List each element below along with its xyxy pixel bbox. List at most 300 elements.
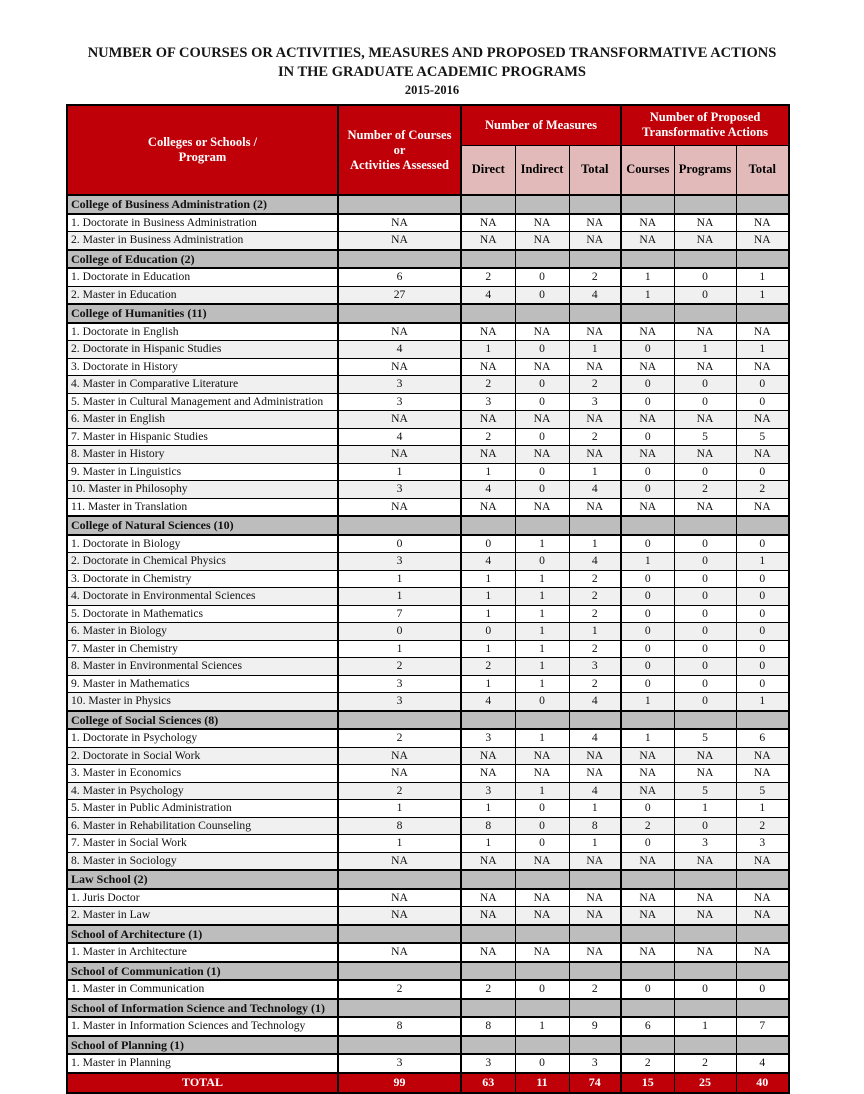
value-cell: 5 — [674, 729, 736, 747]
value-cell: 8 — [338, 1017, 461, 1036]
value-cell: NA — [736, 498, 789, 516]
section-empty-cell — [338, 250, 461, 269]
value-cell: 0 — [674, 286, 736, 304]
value-cell: 0 — [621, 675, 674, 693]
value-cell: 3 — [338, 675, 461, 693]
title-line-3: 2015-2016 — [404, 83, 460, 97]
value-cell: 3 — [461, 393, 515, 411]
value-cell: NA — [674, 214, 736, 232]
value-cell: NA — [515, 411, 569, 429]
value-cell: NA — [461, 765, 515, 783]
value-cell: 3 — [569, 658, 621, 676]
value-cell: NA — [674, 747, 736, 765]
value-cell: NA — [674, 411, 736, 429]
program-name-cell: 5. Doctorate in Mathematics — [67, 605, 338, 623]
value-cell: 2 — [569, 675, 621, 693]
section-empty-cell — [569, 999, 621, 1018]
value-cell: NA — [674, 889, 736, 907]
value-cell: 1 — [515, 658, 569, 676]
value-cell: 0 — [621, 481, 674, 499]
value-cell: 2 — [674, 1054, 736, 1073]
section-empty-cell — [736, 250, 789, 269]
value-cell: 1 — [736, 341, 789, 359]
value-cell: 0 — [515, 268, 569, 286]
total-label-cell: TOTAL — [67, 1073, 338, 1093]
value-cell: NA — [515, 747, 569, 765]
program-name-cell: 7. Master in Chemistry — [67, 640, 338, 658]
program-name-cell: 1. Master in Information Sciences and Technology — [67, 1017, 338, 1036]
value-cell: 8 — [569, 817, 621, 835]
section-empty-cell — [569, 516, 621, 535]
total-value-cell: 25 — [674, 1073, 736, 1093]
total-value-cell: 15 — [621, 1073, 674, 1093]
program-name-cell: 1. Doctorate in Biology — [67, 535, 338, 553]
value-cell: 1 — [515, 729, 569, 747]
value-cell: 2 — [621, 817, 674, 835]
program-name-cell: 7. Master in Social Work — [67, 835, 338, 853]
value-cell: 0 — [736, 640, 789, 658]
value-cell: 0 — [674, 817, 736, 835]
header-indirect: Indirect — [515, 145, 569, 195]
section-empty-cell — [736, 870, 789, 889]
section-empty-cell — [674, 250, 736, 269]
value-cell: 2 — [461, 376, 515, 394]
program-row — [67, 907, 789, 925]
value-cell: 1 — [338, 835, 461, 853]
header-assessed-line1: Number of Courses or — [347, 127, 452, 157]
header-assessed-line2: Activities Assessed — [350, 157, 449, 172]
value-cell: NA — [621, 214, 674, 232]
value-cell: 0 — [736, 623, 789, 641]
section-empty-cell — [674, 999, 736, 1018]
program-row — [67, 835, 789, 853]
program-row — [67, 358, 789, 376]
value-cell: 4 — [569, 693, 621, 711]
title-line-1: NUMBER OF COURSES OR ACTIVITIES, MEASURES AND PROPOSED TRANSFORMATIVE ACTIONS — [87, 45, 777, 61]
value-cell: 3 — [338, 1054, 461, 1073]
value-cell: 0 — [674, 980, 736, 999]
value-cell: NA — [674, 852, 736, 870]
value-cell: 0 — [674, 570, 736, 588]
value-cell: 0 — [515, 393, 569, 411]
program-row — [67, 428, 789, 446]
section-empty-cell — [461, 1036, 515, 1055]
value-cell: 1 — [674, 1017, 736, 1036]
value-cell: NA — [515, 765, 569, 783]
value-cell: 0 — [621, 341, 674, 359]
value-cell: 0 — [515, 817, 569, 835]
program-name-cell: 2. Master in Law — [67, 907, 338, 925]
section-empty-cell — [515, 1036, 569, 1055]
program-row — [67, 765, 789, 783]
value-cell: 2 — [338, 782, 461, 800]
value-cell: 0 — [736, 393, 789, 411]
section-name-cell: School of Architecture (1) — [67, 925, 338, 944]
section-empty-cell — [736, 195, 789, 214]
value-cell: NA — [515, 498, 569, 516]
section-empty-cell — [569, 925, 621, 944]
total-value-cell: 99 — [338, 1073, 461, 1093]
total-value-cell: 74 — [569, 1073, 621, 1093]
value-cell: 3 — [338, 481, 461, 499]
program-name-cell: 3. Doctorate in History — [67, 358, 338, 376]
program-name-cell: 2. Doctorate in Hispanic Studies — [67, 341, 338, 359]
value-cell: 4 — [569, 729, 621, 747]
program-name-cell: 1. Juris Doctor — [67, 889, 338, 907]
header-direct: Direct — [461, 145, 515, 195]
program-row — [67, 640, 789, 658]
value-cell: NA — [515, 889, 569, 907]
section-row — [67, 999, 789, 1018]
value-cell: 0 — [736, 588, 789, 606]
value-cell: 0 — [515, 980, 569, 999]
program-row — [67, 588, 789, 606]
program-row — [67, 535, 789, 553]
value-cell: NA — [569, 943, 621, 962]
value-cell: 0 — [515, 428, 569, 446]
program-row — [67, 268, 789, 286]
section-empty-cell — [461, 250, 515, 269]
value-cell: NA — [338, 852, 461, 870]
program-name-cell: 10. Master in Philosophy — [67, 481, 338, 499]
section-empty-cell — [569, 962, 621, 981]
value-cell: NA — [515, 214, 569, 232]
value-cell: 0 — [621, 393, 674, 411]
value-cell: NA — [338, 747, 461, 765]
program-row — [67, 729, 789, 747]
program-row — [67, 623, 789, 641]
section-empty-cell — [621, 250, 674, 269]
value-cell: NA — [461, 323, 515, 341]
header-proposed-group: Number of Proposed Transformative Actions — [621, 105, 789, 145]
value-cell: 3 — [338, 553, 461, 571]
value-cell: NA — [674, 907, 736, 925]
value-cell: 0 — [338, 623, 461, 641]
section-name-cell: School of Information Science and Technology (1) — [67, 999, 338, 1018]
section-name-cell: College of Natural Sciences (10) — [67, 516, 338, 535]
value-cell: 5 — [736, 782, 789, 800]
program-name-cell: 6. Master in Rehabilitation Counseling — [67, 817, 338, 835]
section-empty-cell — [621, 925, 674, 944]
section-empty-cell — [515, 925, 569, 944]
section-empty-cell — [338, 870, 461, 889]
value-cell: 2 — [338, 980, 461, 999]
section-empty-cell — [674, 516, 736, 535]
value-cell: 2 — [461, 268, 515, 286]
program-row — [67, 658, 789, 676]
section-empty-cell — [569, 1036, 621, 1055]
value-cell: 2 — [569, 980, 621, 999]
program-row — [67, 852, 789, 870]
value-cell: NA — [621, 323, 674, 341]
value-cell: 3 — [569, 393, 621, 411]
section-name-cell: College of Humanities (11) — [67, 304, 338, 323]
value-cell: NA — [674, 498, 736, 516]
header-measures-total: Total — [569, 145, 621, 195]
value-cell: 1 — [461, 605, 515, 623]
value-cell: 8 — [461, 1017, 515, 1036]
value-cell: 2 — [461, 980, 515, 999]
value-cell: 1 — [674, 341, 736, 359]
program-row — [67, 411, 789, 429]
value-cell: 0 — [674, 693, 736, 711]
program-row — [67, 232, 789, 250]
value-cell: NA — [621, 446, 674, 464]
value-cell: 0 — [736, 570, 789, 588]
value-cell: 0 — [461, 623, 515, 641]
section-empty-cell — [674, 870, 736, 889]
section-empty-cell — [736, 1036, 789, 1055]
value-cell: 3 — [461, 729, 515, 747]
value-cell: 1 — [569, 835, 621, 853]
value-cell: 2 — [461, 658, 515, 676]
value-cell: NA — [736, 232, 789, 250]
value-cell: 7 — [338, 605, 461, 623]
value-cell: 2 — [461, 428, 515, 446]
value-cell: 1 — [338, 800, 461, 818]
program-row — [67, 675, 789, 693]
value-cell: NA — [461, 411, 515, 429]
section-empty-cell — [461, 870, 515, 889]
value-cell: NA — [569, 232, 621, 250]
section-row — [67, 962, 789, 981]
value-cell: NA — [569, 907, 621, 925]
program-row — [67, 980, 789, 999]
value-cell: 3 — [338, 376, 461, 394]
value-cell: 4 — [461, 481, 515, 499]
value-cell: 7 — [736, 1017, 789, 1036]
value-cell: 0 — [736, 535, 789, 553]
value-cell: NA — [569, 323, 621, 341]
program-name-cell: 4. Master in Comparative Literature — [67, 376, 338, 394]
value-cell: 1 — [569, 800, 621, 818]
value-cell: 1 — [461, 570, 515, 588]
value-cell: 2 — [338, 729, 461, 747]
value-cell: 1 — [736, 286, 789, 304]
value-cell: 0 — [674, 588, 736, 606]
section-empty-cell — [736, 999, 789, 1018]
value-cell: 2 — [569, 570, 621, 588]
value-cell: NA — [461, 358, 515, 376]
value-cell: NA — [621, 765, 674, 783]
value-cell: 0 — [621, 605, 674, 623]
value-cell: 6 — [338, 268, 461, 286]
value-cell: NA — [338, 214, 461, 232]
program-row — [67, 214, 789, 232]
program-name-cell: 4. Master in Psychology — [67, 782, 338, 800]
section-empty-cell — [621, 1036, 674, 1055]
value-cell: 3 — [338, 693, 461, 711]
value-cell: 0 — [621, 980, 674, 999]
section-empty-cell — [515, 870, 569, 889]
value-cell: 1 — [569, 463, 621, 481]
value-cell: 0 — [674, 268, 736, 286]
title-line-2: IN THE GRADUATE ACADEMIC PROGRAMS — [277, 64, 586, 80]
section-empty-cell — [621, 711, 674, 730]
value-cell: NA — [461, 852, 515, 870]
value-cell: 4 — [461, 286, 515, 304]
value-cell: 4 — [338, 428, 461, 446]
value-cell: 0 — [674, 535, 736, 553]
value-cell: 2 — [569, 588, 621, 606]
section-empty-cell — [338, 195, 461, 214]
value-cell: 3 — [338, 393, 461, 411]
value-cell: NA — [736, 323, 789, 341]
program-row — [67, 943, 789, 962]
section-name-cell: College of Social Sciences (8) — [67, 711, 338, 730]
value-cell: NA — [461, 889, 515, 907]
value-cell: 1 — [515, 623, 569, 641]
value-cell: 27 — [338, 286, 461, 304]
value-cell: 9 — [569, 1017, 621, 1036]
value-cell: 4 — [569, 481, 621, 499]
program-name-cell: 1. Doctorate in English — [67, 323, 338, 341]
section-empty-cell — [338, 1036, 461, 1055]
section-empty-cell — [569, 870, 621, 889]
value-cell: 0 — [338, 535, 461, 553]
value-cell: 2 — [621, 1054, 674, 1073]
header-proposed-total: Total — [736, 145, 789, 195]
section-empty-cell — [569, 250, 621, 269]
section-empty-cell — [674, 962, 736, 981]
section-empty-cell — [621, 870, 674, 889]
value-cell: NA — [736, 446, 789, 464]
value-cell: 1 — [621, 693, 674, 711]
section-empty-cell — [461, 516, 515, 535]
value-cell: NA — [569, 889, 621, 907]
section-empty-cell — [674, 1036, 736, 1055]
value-cell: NA — [461, 943, 515, 962]
value-cell: NA — [674, 323, 736, 341]
value-cell: 0 — [674, 623, 736, 641]
section-empty-cell — [674, 711, 736, 730]
program-name-cell: 6. Master in English — [67, 411, 338, 429]
section-empty-cell — [461, 304, 515, 323]
value-cell: 3 — [736, 835, 789, 853]
section-empty-cell — [515, 962, 569, 981]
value-cell: 1 — [461, 675, 515, 693]
program-name-cell: 2. Master in Education — [67, 286, 338, 304]
section-empty-cell — [461, 711, 515, 730]
program-row — [67, 481, 789, 499]
value-cell: 2 — [674, 481, 736, 499]
value-cell: NA — [621, 411, 674, 429]
value-cell: NA — [338, 446, 461, 464]
value-cell: 0 — [515, 286, 569, 304]
section-empty-cell — [338, 999, 461, 1018]
value-cell: NA — [569, 411, 621, 429]
value-cell: NA — [736, 747, 789, 765]
value-cell: 1 — [515, 605, 569, 623]
value-cell: NA — [621, 943, 674, 962]
value-cell: 1 — [621, 553, 674, 571]
section-row — [67, 925, 789, 944]
value-cell: 0 — [674, 640, 736, 658]
header-programs: Programs — [674, 145, 736, 195]
value-cell: 1 — [515, 640, 569, 658]
program-name-cell: 1. Master in Communication — [67, 980, 338, 999]
section-name-cell: School of Communication (1) — [67, 962, 338, 981]
program-name-cell: 10. Master in Physics — [67, 693, 338, 711]
section-empty-cell — [736, 711, 789, 730]
program-row — [67, 605, 789, 623]
section-empty-cell — [569, 711, 621, 730]
value-cell: 0 — [515, 693, 569, 711]
program-name-cell: 1. Master in Planning — [67, 1054, 338, 1073]
value-cell: 4 — [461, 693, 515, 711]
program-row — [67, 693, 789, 711]
program-row — [67, 498, 789, 516]
value-cell: 3 — [569, 1054, 621, 1073]
value-cell: 1 — [515, 782, 569, 800]
value-cell: NA — [338, 358, 461, 376]
value-cell: 1 — [515, 588, 569, 606]
value-cell: NA — [569, 765, 621, 783]
section-empty-cell — [338, 962, 461, 981]
value-cell: 0 — [736, 376, 789, 394]
value-cell: 1 — [515, 570, 569, 588]
value-cell: NA — [515, 358, 569, 376]
section-empty-cell — [736, 304, 789, 323]
value-cell: 2 — [736, 817, 789, 835]
value-cell: 1 — [515, 1017, 569, 1036]
value-cell: NA — [515, 323, 569, 341]
program-row — [67, 800, 789, 818]
section-empty-cell — [736, 516, 789, 535]
value-cell: 1 — [736, 268, 789, 286]
value-cell: 0 — [515, 341, 569, 359]
program-row — [67, 286, 789, 304]
value-cell: 0 — [736, 675, 789, 693]
value-cell: NA — [621, 232, 674, 250]
program-name-cell: 1. Doctorate in Business Administration — [67, 214, 338, 232]
value-cell: 0 — [515, 481, 569, 499]
section-empty-cell — [621, 304, 674, 323]
value-cell: 1 — [461, 835, 515, 853]
value-cell: NA — [569, 446, 621, 464]
value-cell: NA — [338, 943, 461, 962]
value-cell: NA — [515, 232, 569, 250]
value-cell: 3 — [461, 1054, 515, 1073]
value-cell: 0 — [621, 376, 674, 394]
program-row — [67, 817, 789, 835]
table-body — [67, 195, 789, 1093]
value-cell: 1 — [736, 693, 789, 711]
program-name-cell: 8. Master in Environmental Sciences — [67, 658, 338, 676]
header-program-line1: Colleges or Schools / — [147, 135, 258, 149]
section-empty-cell — [736, 925, 789, 944]
program-name-cell: 2. Doctorate in Chemical Physics — [67, 553, 338, 571]
header-measures-group: Number of Measures — [461, 105, 621, 145]
value-cell: 0 — [621, 535, 674, 553]
value-cell: NA — [569, 852, 621, 870]
value-cell: 1 — [621, 286, 674, 304]
program-row — [67, 782, 789, 800]
section-empty-cell — [515, 250, 569, 269]
header-program-column — [67, 105, 338, 195]
section-empty-cell — [674, 925, 736, 944]
value-cell: 4 — [569, 286, 621, 304]
value-cell: 8 — [461, 817, 515, 835]
section-empty-cell — [515, 195, 569, 214]
section-empty-cell — [338, 516, 461, 535]
section-name-cell: Law School (2) — [67, 870, 338, 889]
value-cell: 0 — [515, 553, 569, 571]
program-name-cell: 5. Master in Cultural Management and Administration — [67, 393, 338, 411]
program-row — [67, 889, 789, 907]
value-cell: 4 — [736, 1054, 789, 1073]
value-cell: NA — [674, 232, 736, 250]
